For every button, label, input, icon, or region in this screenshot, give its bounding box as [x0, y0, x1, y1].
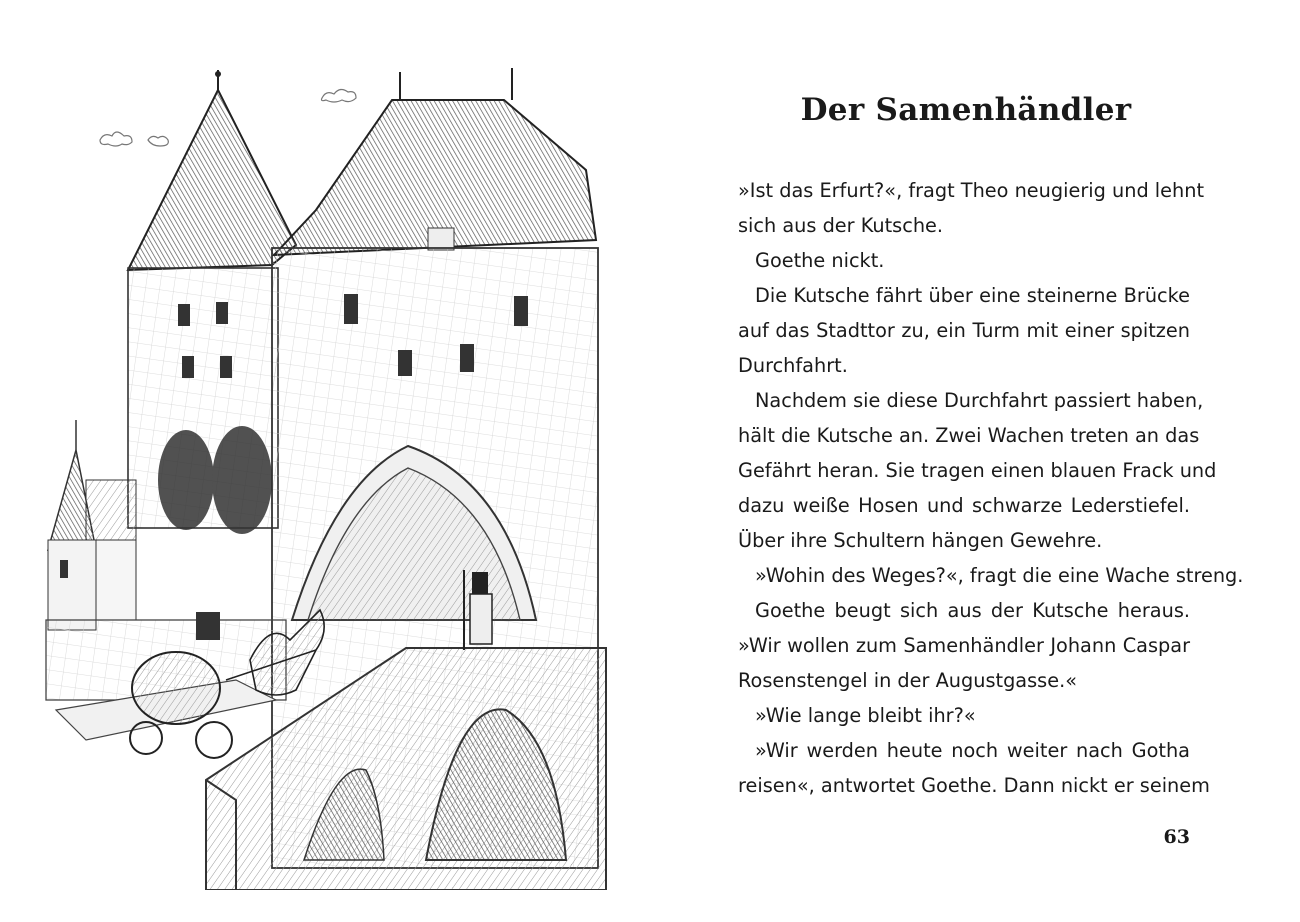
- text-line: Goethe nickt.: [755, 249, 885, 272]
- text-line: dazu weiße Hosen und schwarze Lederstiefel.: [738, 494, 1190, 517]
- text-line: sich aus der Kutsche.: [738, 214, 944, 237]
- left-tower: [128, 70, 296, 528]
- text-line: Die Kutsche fährt über eine steinerne Brücke: [755, 284, 1190, 307]
- text-line: Goethe beugt sich aus der Kutsche heraus.: [755, 599, 1190, 622]
- chapter-title: Der Samenhändler: [800, 92, 1132, 128]
- text-line: Nachdem sie diese Durchfahrt passiert haben,: [755, 389, 1204, 412]
- text-line: »Wie lange bleibt ihr?«: [755, 704, 976, 727]
- text-line: »Wohin des Weges?«, fragt die eine Wache streng.: [755, 564, 1244, 587]
- text-line: Gefährt heran. Sie tragen einen blauen Frack und: [738, 459, 1217, 482]
- chapel: [48, 420, 136, 630]
- story-text: [738, 173, 1244, 803]
- page-number: 63: [1163, 826, 1190, 848]
- text-page: [738, 88, 1244, 803]
- text-line: Durchfahrt.: [738, 354, 848, 377]
- text-line: »Wir wollen zum Samenhändler Johann Caspar: [738, 634, 1190, 657]
- text-line: auf das Stadttor zu, ein Turm mit einer spitzen: [738, 319, 1190, 342]
- text-line: Rosenstengel in der Augustgasse.«: [738, 669, 1078, 692]
- text-line: »Wir werden heute noch weiter nach Gotha: [755, 739, 1190, 762]
- text-line: hält die Kutsche an. Zwei Wachen treten an das: [738, 424, 1200, 447]
- city-gate-illustration: [36, 60, 616, 890]
- text-line: reisen«, antwortet Goethe. Dann nickt er seinem: [738, 774, 1210, 797]
- text-line: »Ist das Erfurt?«, fragt Theo neugierig und lehnt: [738, 179, 1205, 202]
- text-line: Über ihre Schultern hängen Gewehre.: [738, 529, 1103, 552]
